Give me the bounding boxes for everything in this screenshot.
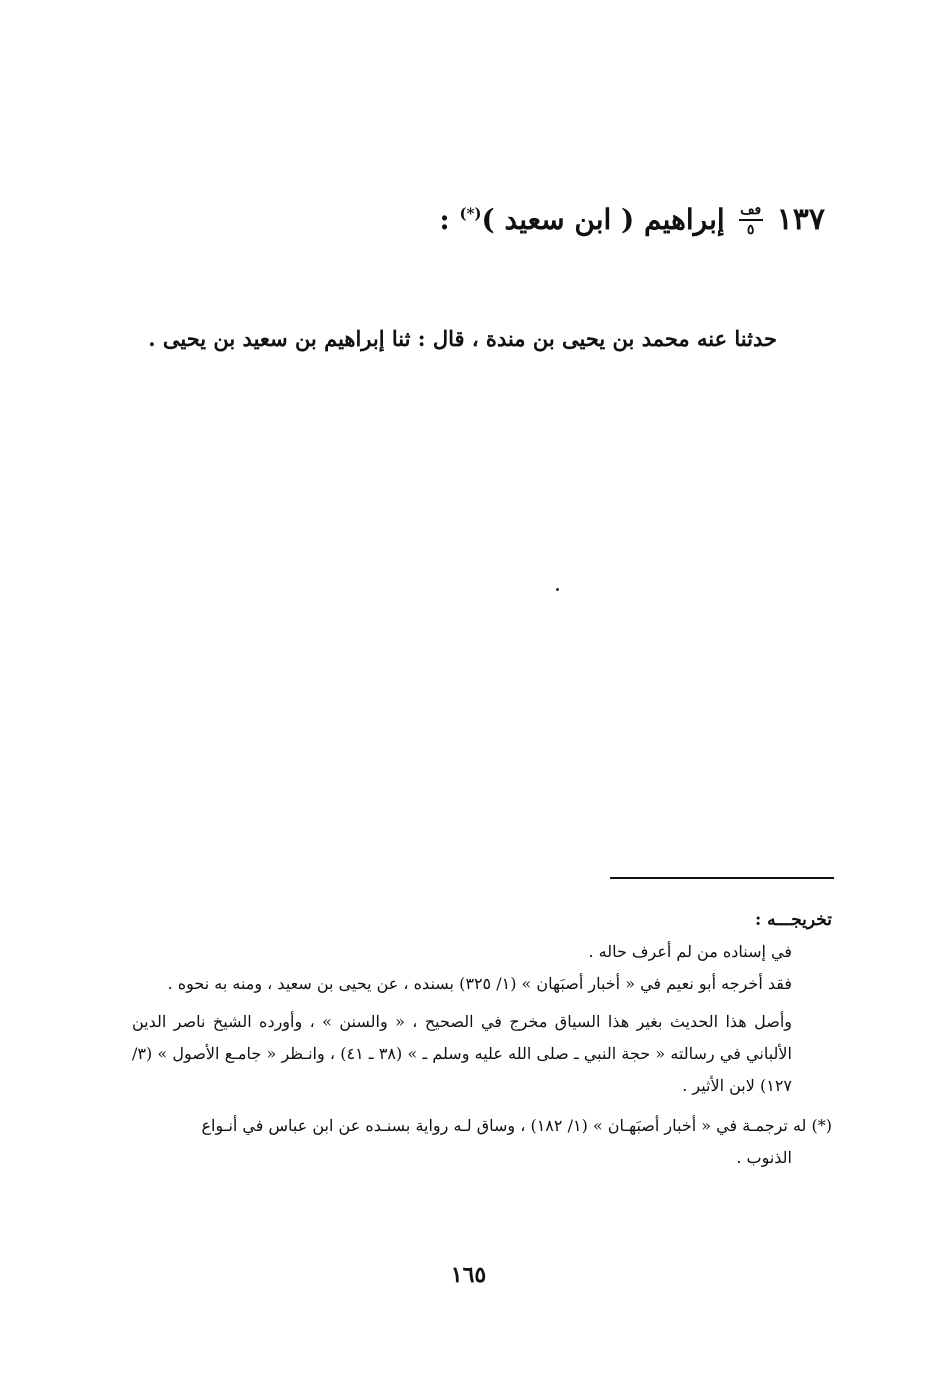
entry-heading [439, 202, 825, 237]
footnote-marker: (*) [459, 204, 482, 223]
entry-number: ١٣٧ [776, 202, 825, 237]
biography-note-marker: (*) [811, 1116, 832, 1135]
hadith-mark-icon [739, 203, 763, 237]
page-number: ١٦٥ [450, 1262, 487, 1288]
footnote-paragraph-2: فقد أخرجه أبو نعيم في « أخبار أصبَهان » (١/ ٣٢٥) بسنده ، عن يحيى بن سعيد ، ومنه به نحوه . [167, 974, 792, 993]
biography-note-line-2: الذنوب . [736, 1148, 792, 1167]
takhrij-label: تخريجـــه : [754, 910, 832, 930]
entry-colon: : [439, 203, 450, 236]
print-speck [556, 588, 559, 591]
biography-note-line-1: له ترجمـة في « أخبار أصبَهـان » (١/ ١٨٢) ، وساق لـه رواية بسنـده عن ابن عباس في أنـواع [201, 1116, 807, 1135]
footnote-paragraph-3: وأصل هذا الحديث بغير هذا السياق مخرج في الصحيح ، « والسنن » ، وأورده الشيخ ناصر الدين الألباني في رسالته « حجة النبي ـ صلى الله عليه وسلم ـ » (٣٨ ـ ٤١) ، وانـظر « جامـع الأصول » (٣/ ١٢٧) لابن الأثير . [132, 1012, 792, 1095]
hadith-mark-bar [739, 219, 763, 221]
biography-note [132, 1110, 832, 1174]
entry-title-text: إبراهيم ( ابن سعيد ) [481, 203, 725, 236]
footnote-separator [610, 877, 834, 879]
hadith-mark-top: ڡڡ [740, 201, 762, 218]
main-text: حدثنا عنه محمد بن يحيى بن مندة ، قال : ثنا إبراهيم بن سعيد بن يحيى . [148, 326, 777, 351]
hadith-mark-bottom: ٥ [746, 221, 755, 238]
footnote-line-1: في إسناده من لم أعرف حاله . [588, 942, 792, 961]
footnotes [132, 904, 832, 1174]
entry-title [439, 203, 724, 236]
